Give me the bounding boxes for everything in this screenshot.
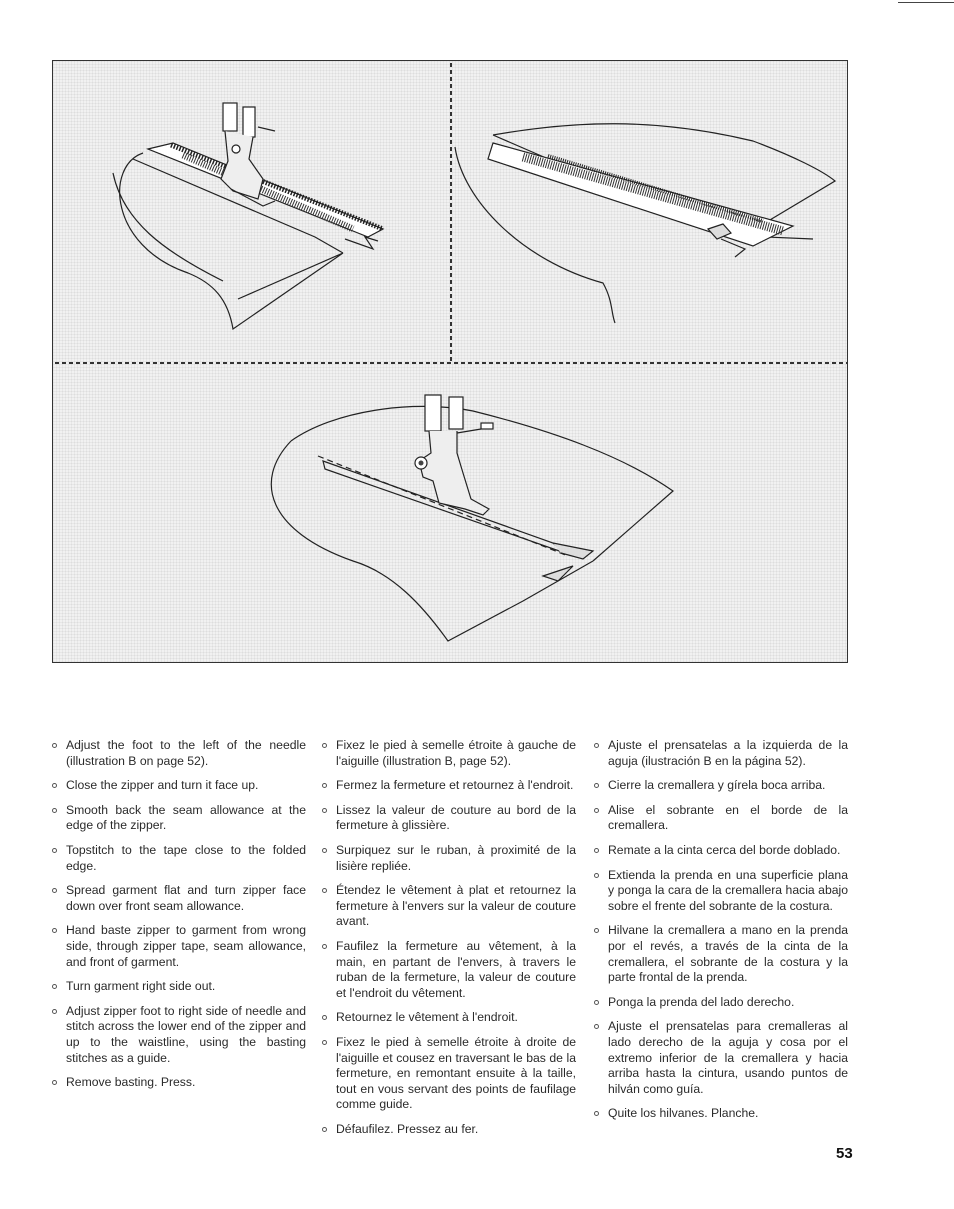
bullet-icon [322, 1040, 327, 1045]
bullet-icon [594, 808, 599, 813]
list-item-text: Spread garment flat and turn zipper face down over front seam allowance. [66, 883, 306, 913]
illustration-topstitch-zipper [113, 103, 383, 329]
bullet-icon [594, 1000, 599, 1005]
list-item [594, 1019, 848, 1097]
bullet-icon [52, 743, 57, 748]
bullet-icon [322, 1015, 327, 1020]
list-item [594, 738, 848, 769]
list-item-text: Alise el sobrante en el borde de la cremallera. [608, 802, 848, 833]
bullet-icon [52, 888, 57, 893]
list-item [52, 778, 306, 794]
bullet-icon [52, 928, 57, 933]
list-item [594, 923, 848, 985]
list-item [322, 843, 576, 874]
list-item [322, 939, 576, 1001]
bullet-icon [594, 848, 599, 853]
list-item-text: Fixez le pied à semelle étroite à gauche de l'aiguille (illustration B, page 52). [336, 738, 576, 768]
bullet-icon [322, 944, 327, 949]
list-item-text: Cierre la cremallera y gírela boca arriba. [608, 778, 826, 793]
bullet-icon [594, 873, 599, 878]
list-item [322, 1010, 576, 1026]
instructions-english [52, 738, 306, 1100]
bullet-icon [322, 848, 327, 853]
bullet-icon [594, 743, 599, 748]
list-item [322, 1122, 576, 1138]
list-item [322, 883, 576, 930]
list-item-text: Ponga la prenda del lado derecho. [608, 994, 795, 1009]
instructions-spanish [594, 738, 848, 1131]
bullet-icon [594, 1024, 599, 1029]
list-item [322, 1035, 576, 1113]
list-item-text: Lissez la valeur de couture au bord de la fermeture à glissière. [336, 802, 576, 833]
bullet-icon [322, 1127, 327, 1132]
bullet-icon [322, 783, 327, 788]
page-number: 53 [836, 1145, 853, 1162]
list-item-text: Hilvane la cremallera a mano en la prenda por el revés, a través de la cinta de la cremallera, el sobrante de la costura y la parte frontal de la prenda. [608, 923, 848, 985]
list-item [594, 843, 848, 859]
list-item-text: Remove basting. Press. [66, 1075, 196, 1090]
bullet-icon [52, 808, 57, 813]
bullet-icon [594, 928, 599, 933]
list-item [594, 995, 848, 1011]
list-item [52, 803, 306, 834]
bullet-icon [52, 783, 57, 788]
illustration-stitch-lower-end [271, 395, 673, 641]
list-item-text: Étendez le vêtement à plat et retournez la fermeture à l'envers sur la valeur de couture avant. [336, 883, 576, 929]
bullet-icon [52, 1080, 57, 1085]
list-item-text: Fermez la fermeture et retournez à l'endroit. [336, 778, 574, 793]
bullet-icon [322, 743, 327, 748]
zipper-sewing-illustrations [52, 60, 848, 663]
list-item [52, 923, 306, 970]
list-item [322, 803, 576, 834]
list-item [52, 883, 306, 914]
list-item [52, 979, 306, 995]
bullet-icon [594, 783, 599, 788]
list-item-text: Défaufilez. Pressez au fer. [336, 1121, 479, 1136]
list-item-text: Turn garment right side out. [66, 979, 216, 994]
top-edge-rule [898, 2, 954, 3]
list-item-text: Quite los hilvanes. Planche. [608, 1106, 759, 1121]
list-item [322, 738, 576, 769]
list-item-text: Topstitch to the tape close to the folded edge. [66, 842, 306, 873]
list-item-text: Surpiquez sur le ruban, à proximité de la lisière repliée. [336, 842, 576, 873]
list-item-text: Extienda la prenda en una superficie plana y ponga la cara de la cremallera hacia abajo sobre el frente del sobrante de la costura. [608, 867, 848, 913]
list-item-text: Adjust the foot to the left of the needle (illustration B on page 52). [66, 738, 306, 768]
list-item [52, 1075, 306, 1091]
list-item [322, 778, 576, 794]
instructions-french [322, 738, 576, 1146]
list-item [52, 843, 306, 874]
bullet-icon [322, 888, 327, 893]
list-item [52, 1004, 306, 1066]
bullet-icon [594, 1111, 599, 1116]
list-item-text: Close the zipper and turn it face up. [66, 778, 259, 793]
list-item [594, 778, 848, 794]
bullet-icon [52, 848, 57, 853]
illustration-zipper-face-down [455, 124, 835, 323]
list-item-text: Remate a la cinta cerca del borde doblado. [608, 842, 841, 857]
bullet-icon [52, 984, 57, 989]
list-item [52, 738, 306, 769]
list-item-text: Ajuste el prensatelas a la izquierda de la aguja (ilustración B en la página 52). [608, 738, 848, 768]
list-item-text: Smooth back the seam allowance at the edge of the zipper. [66, 802, 306, 833]
list-item [594, 1106, 848, 1122]
list-item-text: Hand baste zipper to garment from wrong side, through zipper tape, seam allowance, and front of garment. [66, 923, 306, 969]
list-item-text: Adjust zipper foot to right side of needle and stitch across the lower end of the zipper and up to the waistline, using the basting stitches as a guide. [66, 1003, 306, 1065]
list-item-text: Faufilez la fermeture au vêtement, à la main, en partant de l'envers, à travers le ruban de la fermeture, la valeur de couture et l'endroit du vêtement. [336, 938, 576, 1000]
bullet-icon [52, 1009, 57, 1014]
list-item-text: Fixez le pied à semelle étroite à droite de l'aiguille et cousez en traversant le bas de la fermeture, en remontant ensuite à la taille, tout en vous servant des points de faufilage comme guide. [336, 1034, 576, 1112]
list-item [594, 803, 848, 834]
bullet-icon [322, 808, 327, 813]
list-item [594, 868, 848, 915]
list-item-text: Ajuste el prensatelas para cremalleras al lado derecho de la aguja y cosa por el extremo inferior de la cremallera y hacia arriba hasta la cintura, usando puntos de hilván como guía. [608, 1019, 848, 1096]
list-item-text: Retournez le vêtement à l'endroit. [336, 1010, 518, 1025]
